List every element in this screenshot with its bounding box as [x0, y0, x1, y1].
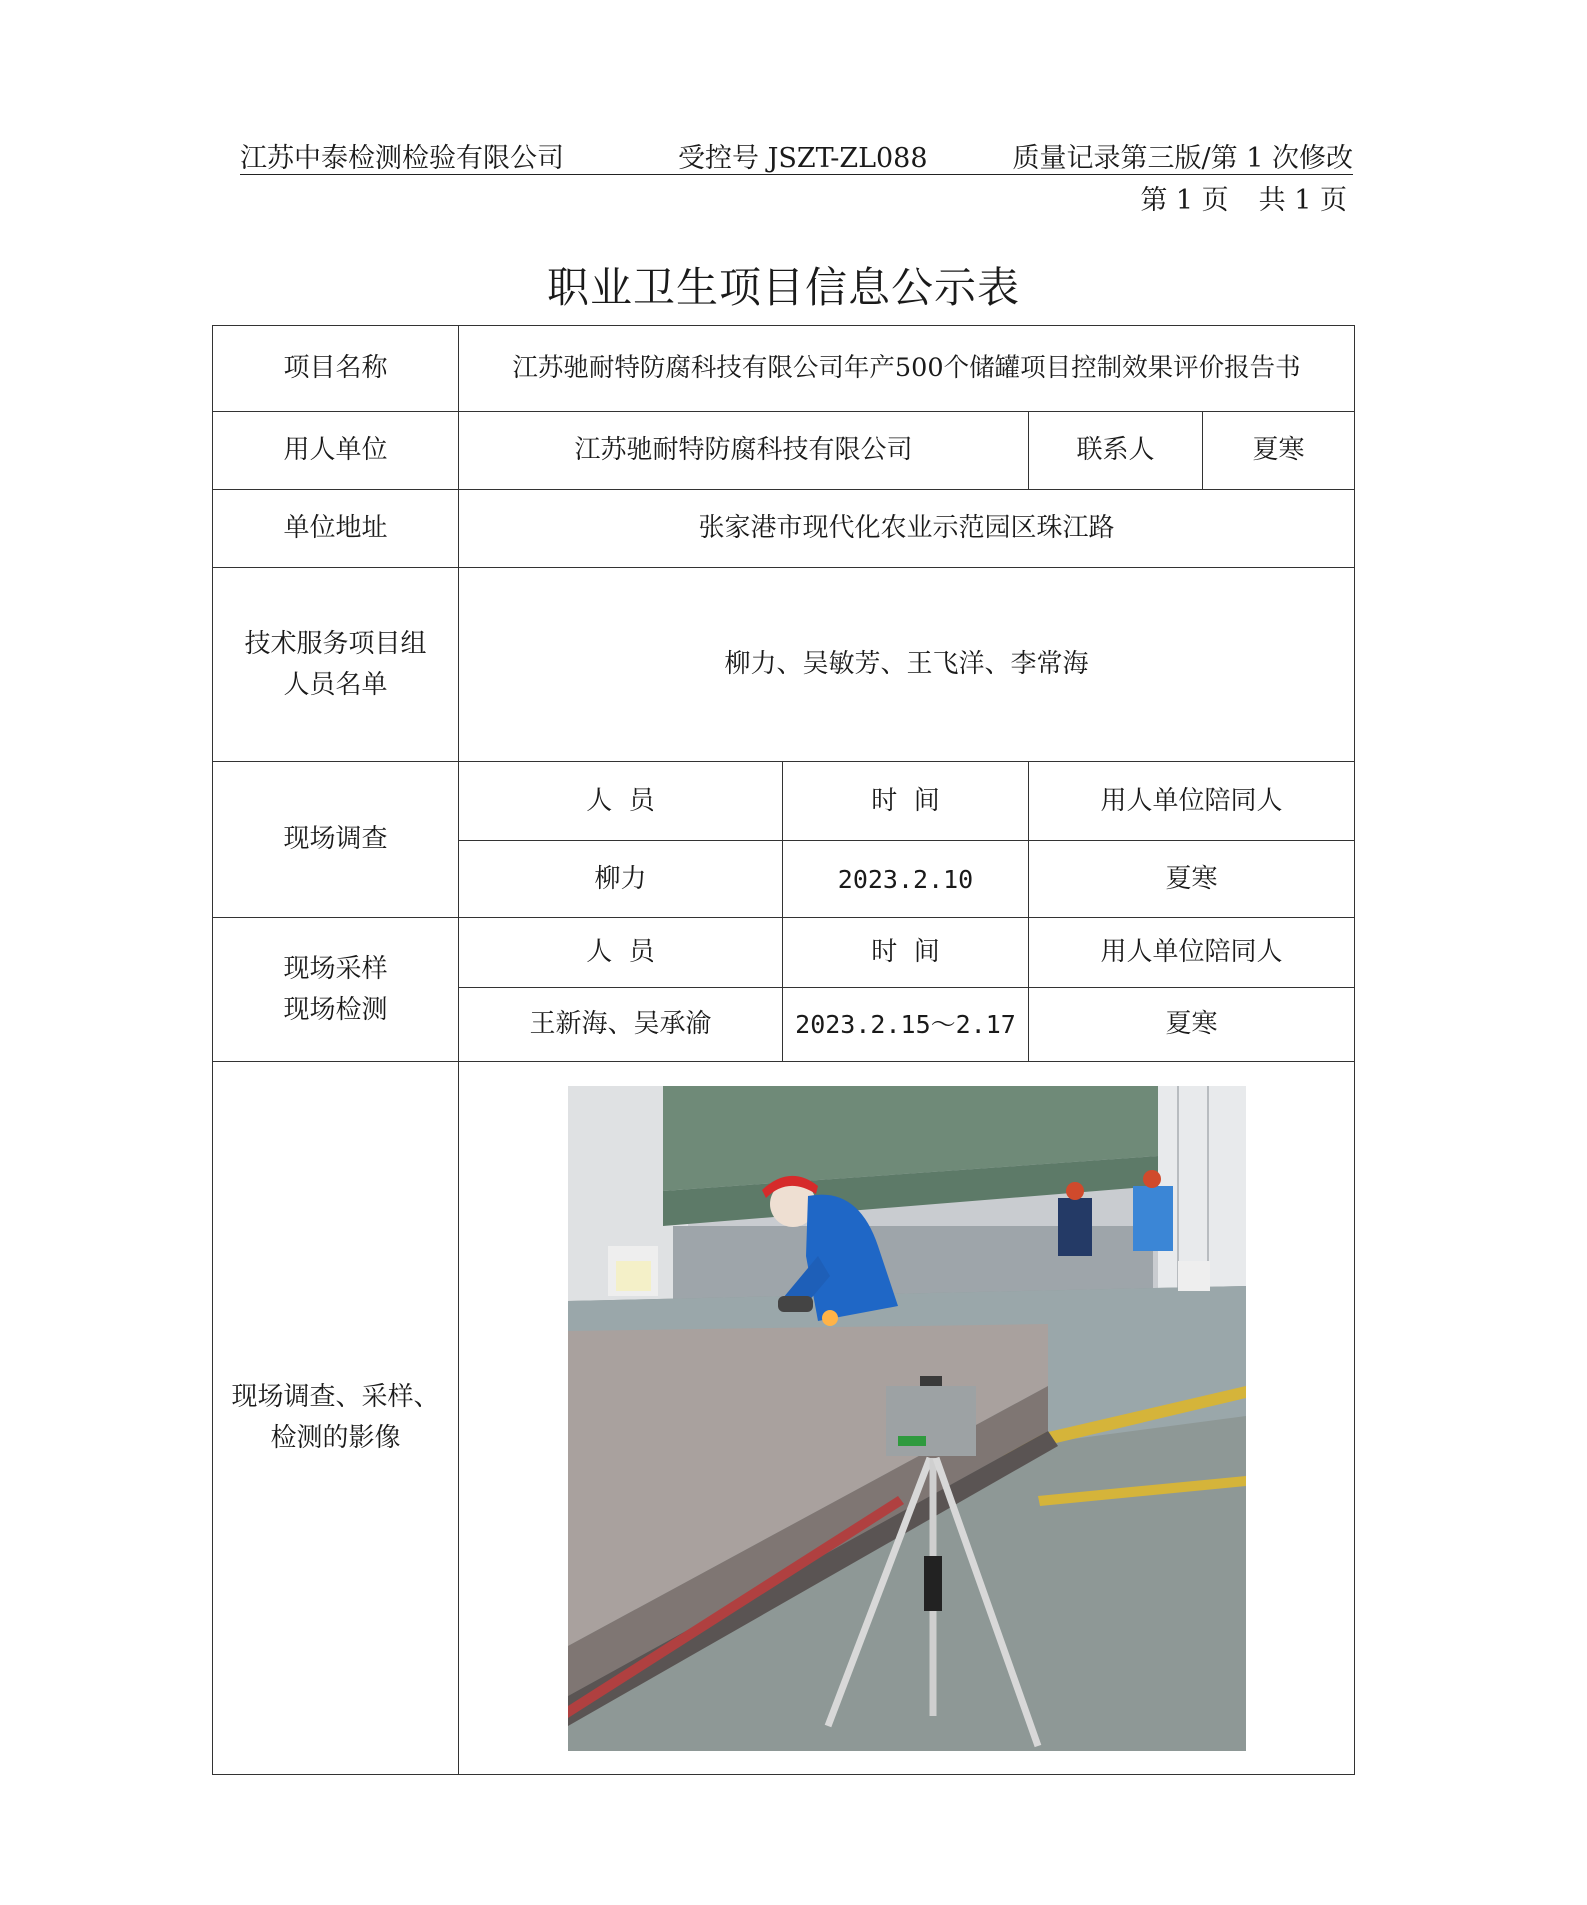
header-rule	[240, 174, 1353, 175]
document-title: 职业卫生项目信息公示表	[546, 263, 1020, 312]
row-project	[213, 326, 1355, 412]
site-sampling-label	[213, 918, 459, 1062]
row-address	[213, 490, 1355, 568]
images-label-line2: 检测的影像	[270, 1423, 401, 1453]
images-label-line1: 现场调查、采样、	[231, 1382, 440, 1412]
survey-time: 2023.2.10	[783, 841, 1029, 918]
contact-label: 联系人	[1029, 412, 1203, 490]
images-label	[213, 1062, 459, 1775]
site-photo	[568, 1086, 1246, 1751]
header-page-info	[1110, 178, 1347, 217]
survey-col-escort: 用人单位陪同人	[1029, 762, 1355, 841]
row-team	[213, 568, 1355, 762]
sampling-col-time: 时 间	[783, 918, 1029, 988]
sampling-label-line2: 现场检测	[283, 994, 388, 1025]
row-employer	[213, 412, 1355, 490]
images-cell	[459, 1062, 1355, 1775]
team-label-line1: 技术服务项目组	[244, 628, 427, 659]
project-label: 项目名称	[213, 326, 459, 412]
site-survey-label: 现场调查	[213, 762, 459, 918]
employer-label: 用人单位	[213, 412, 459, 490]
row-sampling-head	[213, 918, 1355, 988]
site-photo-image	[568, 1086, 1246, 1751]
row-images	[213, 1062, 1355, 1775]
sampling-label-line1: 现场采样	[283, 953, 388, 984]
sampling-personnel: 王新海、吴承渝	[459, 988, 783, 1062]
sampling-col-personnel: 人 员	[459, 918, 783, 988]
page-total: 共 1 页	[1258, 185, 1347, 216]
team-label	[213, 568, 459, 762]
team-members: 柳力、吴敏芳、王飞洋、李常海	[459, 568, 1355, 762]
sampling-escort: 夏寒	[1029, 988, 1355, 1062]
project-name: 江苏驰耐特防腐科技有限公司年产500个储罐项目控制效果评价报告书	[459, 326, 1355, 412]
employer-name: 江苏驰耐特防腐科技有限公司	[459, 412, 1029, 490]
info-table	[212, 325, 1355, 1775]
survey-col-personnel: 人 员	[459, 762, 783, 841]
address-value: 张家港市现代化农业示范园区珠江路	[459, 490, 1355, 568]
header-control-number: 受控号 JSZT-ZL088	[678, 143, 928, 174]
contact-name: 夏寒	[1203, 412, 1355, 490]
header-company: 江苏中泰检测检验有限公司	[240, 143, 564, 174]
page-current: 第 1 页	[1140, 185, 1229, 216]
survey-col-time: 时 间	[783, 762, 1029, 841]
sampling-col-escort: 用人单位陪同人	[1029, 918, 1355, 988]
survey-personnel: 柳力	[459, 841, 783, 918]
survey-escort: 夏寒	[1029, 841, 1355, 918]
team-label-line2: 人员名单	[283, 669, 388, 700]
address-label: 单位地址	[213, 490, 459, 568]
header-edition: 质量记录第三版/第 1 次修改	[1012, 143, 1353, 174]
sampling-time: 2023.2.15～2.17	[783, 988, 1029, 1062]
row-survey-head	[213, 762, 1355, 841]
